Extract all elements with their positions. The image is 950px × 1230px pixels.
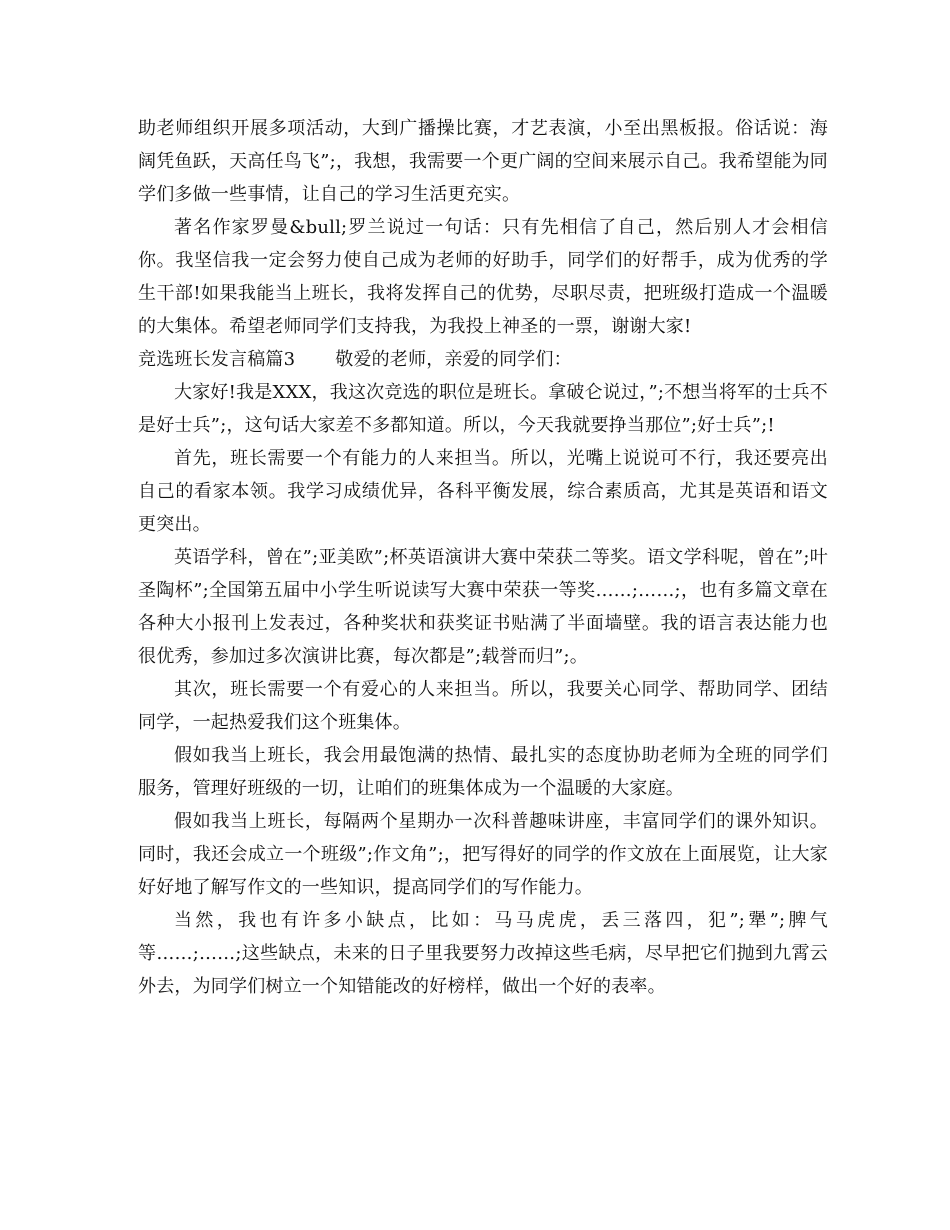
paragraph-lectures: 假如我当上班长，每隔两个星期办一次科普趣味讲座，丰富同学们的课外知识。同时，我还会成立一个班级”;作文角”;，把写得好的同学的作文放在上面展览，让大家好好地了解写作文的一些知识，提高同学们的写作能力。 bbox=[138, 811, 828, 898]
paragraph-service: 假如我当上班长，我会用最饱满的热情、最扎实的态度协助老师为全班的同学们服务，管理好班级的一切，让咱们的班集体成为一个温暖的大家庭。 bbox=[138, 745, 828, 799]
document-body bbox=[138, 112, 828, 1003]
paragraph-greeting: 大家好!我是XXX，我这次竞选的职位是班长。拿破仑说过，”;不想当将军的士兵不是好士兵”;，这句话大家差不多都知道。所以，今天我就要挣当那位”;好士兵”;! bbox=[138, 382, 828, 436]
section-title: 竞选班长发言稿篇3 bbox=[138, 349, 296, 370]
paragraph-ability: 首先，班长需要一个有能力的人来担当。所以，光嘴上说说可不行，我还要亮出自己的看家本领。我学习成绩优异，各科平衡发展，综合素质高，尤其是英语和语文更突出。 bbox=[138, 448, 828, 535]
section-heading-line bbox=[138, 343, 828, 376]
paragraph-romain-rolland-quote: 著名作家罗曼&bull;罗兰说过一句话：只有先相信了自己，然后别人才会相信你。我坚信我一定会努力使自己成为老师的好助手，同学们的好帮手，成为优秀的学生干部!如果我能当上班长，我将发挥自己的优势，尽职尽责，把班级打造成一个温暖的大集体。希望老师同学们支持我，为我投上神圣的一票，谢谢大家! bbox=[138, 217, 828, 337]
paragraph-awards: 英语学科，曾在”;亚美欧”;杯英语演讲大赛中荣获二等奖。语文学科呢，曾在”;叶圣陶杯”;全国第五届中小学生听说读写大赛中荣获一等奖……;……;，也有多篇文章在各种大小报刊上发表过，各种奖状和获奖证书贴满了半面墙壁。我的语言表达能力也很优秀，参加过多次演讲比赛，每次都是”;载誉而归”;。 bbox=[138, 547, 828, 667]
paragraph-caring: 其次，班长需要一个有爱心的人来担当。所以，我要关心同学、帮助同学、团结同学，一起热爱我们这个班集体。 bbox=[138, 679, 828, 733]
salutation: 敬爱的老师，亲爱的同学们： bbox=[335, 349, 572, 370]
paragraph-continuation: 助老师组织开展多项活动，大到广播操比赛，才艺表演，小至出黑板报。俗话说：海阔凭鱼跃，天高任鸟飞”;，我想，我需要一个更广阔的空间来展示自己。我希望能为同学们多做一些事情，让自己的学习生活更充实。 bbox=[138, 118, 828, 205]
paragraph-shortcomings: 当然，我也有许多小缺点，比如：马马虎虎，丢三落四，犯”;犟”;脾气等……;……;这些缺点，未来的日子里我要努力改掉这些毛病，尽早把它们抛到九霄云外去，为同学们树立一个知错能改的好榜样，做出一个好的表率。 bbox=[138, 910, 828, 997]
